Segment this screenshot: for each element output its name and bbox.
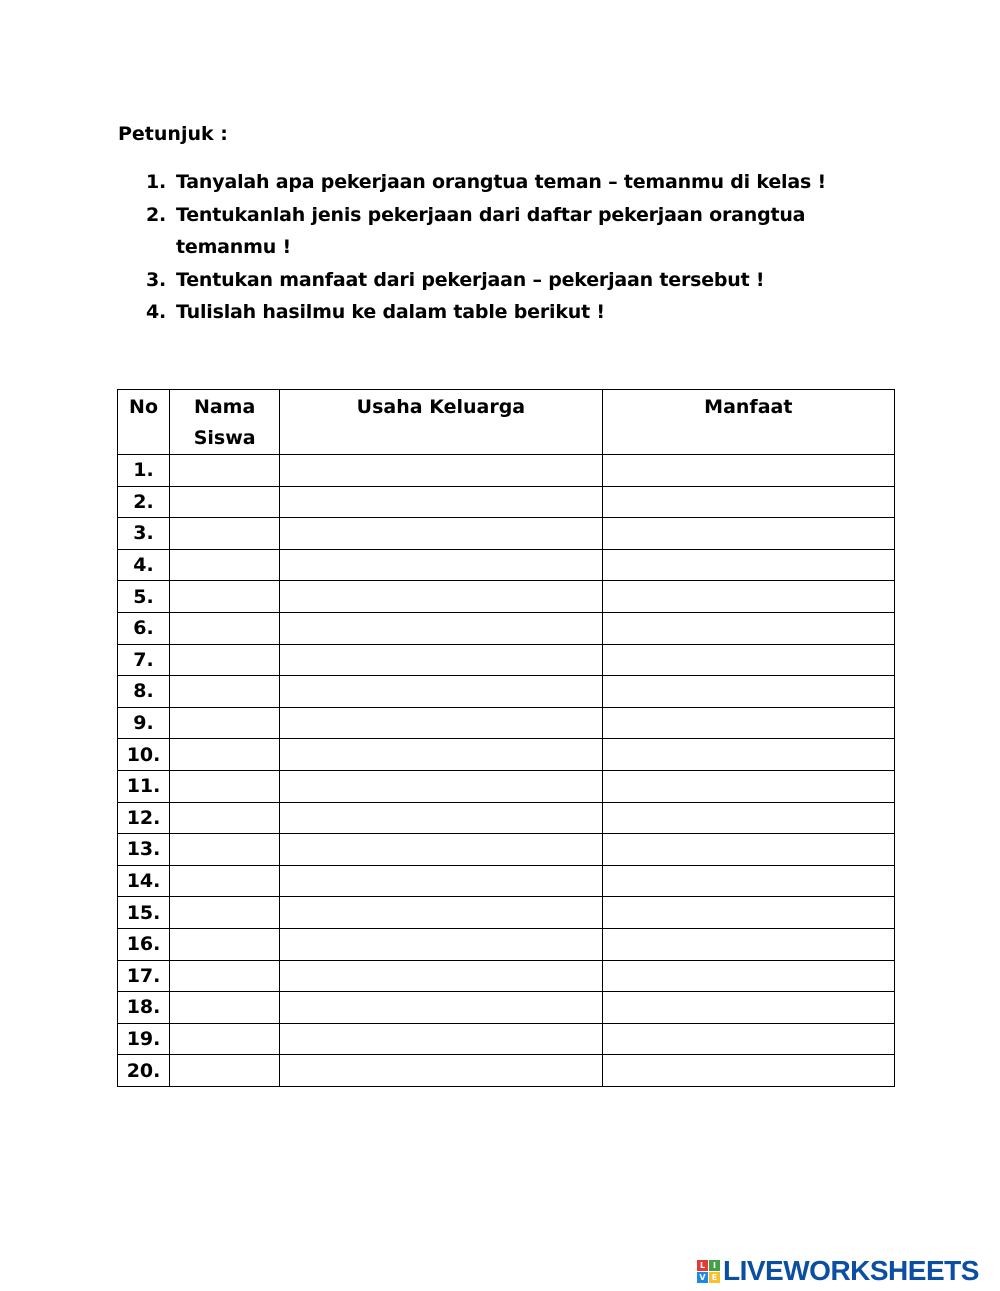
instruction-list <box>146 166 886 329</box>
row-number-cell: 16. <box>118 928 170 960</box>
usaha-keluarga-cell[interactable] <box>280 739 602 771</box>
row-number-cell: 18. <box>118 992 170 1024</box>
nama-siswa-cell[interactable] <box>170 1055 280 1087</box>
instruction-number: 3. <box>146 268 167 291</box>
usaha-keluarga-cell[interactable] <box>280 581 602 613</box>
row-number-cell: 14. <box>118 865 170 897</box>
table-row <box>118 549 895 581</box>
worksheet-table <box>117 389 895 1087</box>
header-nama-line2: Siswa <box>193 427 256 449</box>
instruction-item <box>146 264 886 297</box>
usaha-keluarga-cell[interactable] <box>280 928 602 960</box>
table-row <box>118 960 895 992</box>
manfaat-cell[interactable] <box>602 612 894 644</box>
manfaat-cell[interactable] <box>602 644 894 676</box>
row-number-cell: 15. <box>118 897 170 929</box>
usaha-keluarga-cell[interactable] <box>280 676 602 708</box>
nama-siswa-cell[interactable] <box>170 676 280 708</box>
row-number-cell: 9. <box>118 707 170 739</box>
table-row <box>118 518 895 550</box>
row-number-cell: 1. <box>118 455 170 487</box>
table-row <box>118 928 895 960</box>
manfaat-cell[interactable] <box>602 897 894 929</box>
header-usaha-keluarga: Usaha Keluarga <box>280 390 602 455</box>
manfaat-cell[interactable] <box>602 676 894 708</box>
table-row <box>118 1055 895 1087</box>
row-number-cell: 19. <box>118 1023 170 1055</box>
liveworksheets-logo <box>697 1255 979 1287</box>
table-row <box>118 992 895 1024</box>
header-no: No <box>118 390 170 455</box>
row-number-cell: 4. <box>118 549 170 581</box>
row-number-cell: 13. <box>118 834 170 866</box>
table-row <box>118 897 895 929</box>
manfaat-cell[interactable] <box>602 960 894 992</box>
manfaat-cell[interactable] <box>602 1023 894 1055</box>
nama-siswa-cell[interactable] <box>170 802 280 834</box>
instruction-number: 4. <box>146 301 167 323</box>
manfaat-cell[interactable] <box>602 992 894 1024</box>
usaha-keluarga-cell[interactable] <box>280 518 602 550</box>
usaha-keluarga-cell[interactable] <box>280 992 602 1024</box>
nama-siswa-cell[interactable] <box>170 1023 280 1055</box>
row-number-cell: 10. <box>118 739 170 771</box>
table-row <box>118 676 895 708</box>
table-row <box>118 581 895 613</box>
row-number-cell: 6. <box>118 612 170 644</box>
nama-siswa-cell[interactable] <box>170 770 280 802</box>
usaha-keluarga-cell[interactable] <box>280 834 602 866</box>
manfaat-cell[interactable] <box>602 770 894 802</box>
table-row <box>118 865 895 897</box>
row-number-cell: 11. <box>118 770 170 802</box>
nama-siswa-cell[interactable] <box>170 707 280 739</box>
row-number-cell: 2. <box>118 486 170 518</box>
manfaat-cell[interactable] <box>602 707 894 739</box>
nama-siswa-cell[interactable] <box>170 739 280 771</box>
usaha-keluarga-cell[interactable] <box>280 770 602 802</box>
manfaat-cell[interactable] <box>602 865 894 897</box>
nama-siswa-cell[interactable] <box>170 865 280 897</box>
nama-siswa-cell[interactable] <box>170 581 280 613</box>
usaha-keluarga-cell[interactable] <box>280 865 602 897</box>
usaha-keluarga-cell[interactable] <box>280 644 602 676</box>
row-number-cell: 7. <box>118 644 170 676</box>
instruction-number: 1. <box>146 171 167 193</box>
usaha-keluarga-cell[interactable] <box>280 960 602 992</box>
manfaat-cell[interactable] <box>602 518 894 550</box>
manfaat-cell[interactable] <box>602 581 894 613</box>
usaha-keluarga-cell[interactable] <box>280 455 602 487</box>
nama-siswa-cell[interactable] <box>170 928 280 960</box>
nama-siswa-cell[interactable] <box>170 518 280 550</box>
usaha-keluarga-cell[interactable] <box>280 802 602 834</box>
header-nama-siswa <box>170 390 280 455</box>
table-row <box>118 486 895 518</box>
table-row <box>118 644 895 676</box>
usaha-keluarga-cell[interactable] <box>280 1023 602 1055</box>
table-row <box>118 802 895 834</box>
usaha-keluarga-cell[interactable] <box>280 549 602 581</box>
instruction-text: Tentukanlah jenis pekerjaan dari daftar pekerjaan orangtua temanmu ! <box>176 203 806 258</box>
manfaat-cell[interactable] <box>602 1055 894 1087</box>
manfaat-cell[interactable] <box>602 486 894 518</box>
instruction-item <box>146 166 886 199</box>
row-number-cell: 8. <box>118 676 170 708</box>
nama-siswa-cell[interactable] <box>170 612 280 644</box>
table-header-row <box>118 390 895 455</box>
nama-siswa-cell[interactable] <box>170 644 280 676</box>
row-number-cell: 12. <box>118 802 170 834</box>
liveworksheets-logo-icon <box>697 1260 720 1283</box>
nama-siswa-cell[interactable] <box>170 834 280 866</box>
logo-text: LIVEWORKSHEETS <box>723 1255 979 1286</box>
instructions-heading: Petunjuk : <box>118 123 228 145</box>
manfaat-cell[interactable] <box>602 455 894 487</box>
usaha-keluarga-cell[interactable] <box>280 486 602 518</box>
row-number-cell: 3. <box>118 518 170 550</box>
instruction-item <box>146 296 886 329</box>
nama-siswa-cell[interactable] <box>170 549 280 581</box>
logo-mark-square: L <box>697 1260 708 1271</box>
row-number-cell: 17. <box>118 960 170 992</box>
instruction-text: Tentukan manfaat dari pekerjaan – pekerjaan tersebut ! <box>176 268 765 291</box>
instruction-item <box>146 199 886 264</box>
usaha-keluarga-cell[interactable] <box>280 897 602 929</box>
manfaat-cell[interactable] <box>602 834 894 866</box>
row-number-cell: 5. <box>118 581 170 613</box>
logo-mark-square: I <box>709 1260 720 1271</box>
header-nama-line1: Nama <box>193 396 256 418</box>
table-row <box>118 834 895 866</box>
table-row <box>118 1023 895 1055</box>
instruction-text: Tanyalah apa pekerjaan orangtua teman – temanmu di kelas ! <box>176 171 826 193</box>
table-row <box>118 612 895 644</box>
manfaat-cell[interactable] <box>602 802 894 834</box>
nama-siswa-cell[interactable] <box>170 897 280 929</box>
manfaat-cell[interactable] <box>602 549 894 581</box>
logo-mark-square: E <box>709 1272 720 1283</box>
instruction-text: Tulislah hasilmu ke dalam table berikut ! <box>176 301 605 323</box>
table-row <box>118 739 895 771</box>
nama-siswa-cell[interactable] <box>170 486 280 518</box>
manfaat-cell[interactable] <box>602 928 894 960</box>
instruction-number: 2. <box>146 203 167 226</box>
table-row <box>118 455 895 487</box>
table-row <box>118 707 895 739</box>
nama-siswa-cell[interactable] <box>170 992 280 1024</box>
usaha-keluarga-cell[interactable] <box>280 612 602 644</box>
table-row <box>118 770 895 802</box>
table-body <box>118 455 895 1087</box>
usaha-keluarga-cell[interactable] <box>280 1055 602 1087</box>
nama-siswa-cell[interactable] <box>170 960 280 992</box>
row-number-cell: 20. <box>118 1055 170 1087</box>
nama-siswa-cell[interactable] <box>170 455 280 487</box>
logo-mark-square: V <box>697 1272 708 1283</box>
header-manfaat: Manfaat <box>602 390 894 455</box>
usaha-keluarga-cell[interactable] <box>280 707 602 739</box>
manfaat-cell[interactable] <box>602 739 894 771</box>
